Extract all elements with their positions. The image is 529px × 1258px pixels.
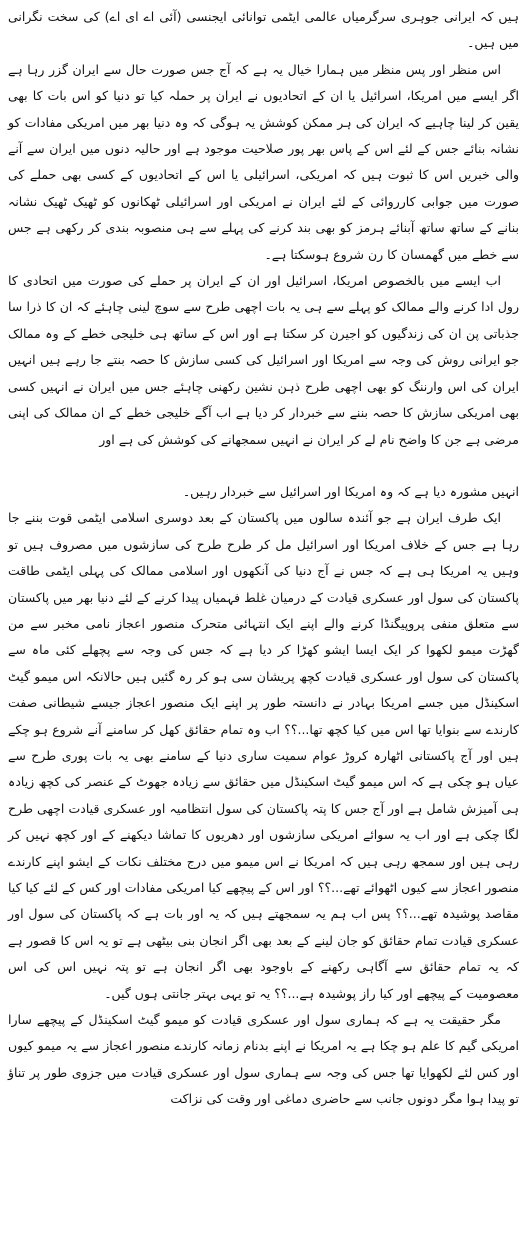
paragraph-1: ہیں کہ ایرانی جوہری سرگرمیاں عالمی ایٹمی توانائی ایجنسی (آئی اے ای اے) کی سخت نگرانی میں ہیں۔: [8, 9, 519, 51]
paragraph-5: ایک طرف ایران ہے جو آئندہ سالوں میں پاکستان کے بعد دوسری اسلامی ایٹمی قوت بننے جا رہا ہے جس کے خلاف امریکا اور اسرائیل مل کر طرح طرح کی سازشوں میں مصروف ہیں تو وہیں یہ امریکا ہی ہے کہ جس نے آج دنیا کی آنکھوں اور اسلامی ممالک کی پہلی ایٹمی طاقت پاکستان کی سول اور عسکری قیادت کے درمیان غلط فہمیاں پیدا کرنے کے لئے دنیا بھر میں پاکستان سے متعلق منفی پروپیگنڈا کرنے والے اپنے ایک انتہائی متحرک منصور اعجاز نامی مخبر سے من گھڑت میمو لکھوا کر ایک ایسا ایشو کھڑا کر دیا ہے کہ جس کی وجہ سے پچھلے کئی ماہ سے پاکستان کی سول اور عسکری قیادت کچھ پریشان سی ہو کر رہ گئیں ہیں حالانکہ اس میمو گیٹ اسکینڈل میں جسے امریکا بہادر نے دانستہ طور پر اپنے ایک منصور اعجاز جیسے شیطانی صفت کارندے سے بنوایا تھا اس میں کیا کچھ تھا...؟؟ اب وہ تمام حقائق کھل کر سامنے آنے شروع ہو چکے ہیں اور آج پاکستانی اٹھارہ کروڑ عوام سمیت ساری دنیا کے سامنے بھی یہ بات پوری طرح سے عیاں ہو چکی ہے کہ اس میمو گیٹ اسکینڈل میں حقائق سے زیادہ جھوٹ کے عنصر کی کچھ زیادہ ہی آمیزش شامل ہے اور آج جس کا پتہ پاکستان کی سول انتظامیہ اور عسکری قیادت اچھی طرح لگا چکی ہے اور اب یہ سوائے امریکی سازشوں اور دھریوں کا تماشا دیکھنے کے اور کچھ نہیں کر رہی ہیں اور سمجھ رہی ہیں کہ امریکا نے اس میمو میں درج مختلف نکات کے ایشو اپنے کارندے منصور اعجاز سے کیوں اٹھوائے تھے...؟؟ اور اس کے پیچھے کیا امریکی مفادات اور کس کے لئے کیا کیا مقاصد پوشیدہ تھے...؟؟ پس اب ہم یہ سمجھتے ہیں کہ یہ اور بات ہے کہ پاکستان کی سول اور عسکری قیادت تمام حقائق کو جان لینے کے بعد بھی اگر انجان بنی بیٹھی ہے تو یہ اس کا قصور ہے کہ یہ تمام حقائق سے آگاہی رکھنے کے باوجود بھی اگر انجان ہے تو پتہ نہیں اس کی اس معصومیت کے پیچھے اور کیا راز پوشیدہ ہے...؟؟ یہ تو یہی بہتر جانتی ہوں گیں۔: [8, 510, 519, 1001]
paragraph-6: مگر حقیقت یہ ہے کہ ہماری سول اور عسکری قیادت کو میمو گیٹ اسکینڈل کے پیچھے سارا امریکی گیم کا علم ہو چکا ہے یہ امریکا نے اپنے بدنام زمانہ کارندے منصور اعجاز سے یہ میمو کیوں اور کس لئے لکھوایا تھا جس کی وجہ سے ہماری سول اور عسکری قیادت میں جزوی طور پر تناؤ تو پیدا ہوا مگر دونوں جانب سے حاضری دماغی اور وقت کی نزاکت: [8, 1012, 519, 1107]
paragraph-2: اس منظر اور پس منظر میں ہمارا خیال یہ ہے کہ آج جس صورت حال سے ایران گزر رہا ہے اگر ایسے میں امریکا، اسرائیل یا ان کے اتحادیوں نے ایران پر حملہ کیا تو دنیا کو اس بات کا بھی یقین کر لینا چاہیے کہ ایران کی ہر ممکن کوشش یہ ہوگی کہ وہ دنیا بھر میں امریکی مفادات کو نشانہ بنائے جس کے لئے اس کے پاس بھر پور صلاحیت موجود ہے اور حالیہ دنوں میں ایران سے آنے والی خبریں اس کا ثبوت ہیں کہ امریکی، اسرائیلی یا اس کے اتحادیوں کے کسی بھی حملے کی صورت میں جوابی کارروائی کے لئے ایران نے امریکی اور اسرائیلی ٹھکانوں کو ٹھیک ٹھیک نشانہ بنانے کے ساتھ ساتھ آبنائے ہرمز کو بھی بند کرنے کی پہلے سے ہی منصوبہ بندی کر رکھی ہے جس سے خطے میں گھمسان کا رن شروع ہوسکتا ہے۔: [8, 61, 519, 262]
paragraph-4: انہیں مشورہ دیا ہے کہ وہ امریکا اور اسرائیل سے خبردار رہیں۔: [182, 483, 519, 499]
paragraph-3: اب ایسے میں بالخصوص امریکا، اسرائیل اور ان کے ایران پر حملے کی صورت میں اتحادی کا رول ادا کرنے والے ممالک کو پہلے سے ہی یہ بات اچھی طرح سے سوچ لینی چاہئے کہ ان کا ذرا سا جذباتی پن ان کی زندگیوں کو اجیرن کر سکتا ہے اور اس کے ساتھ ہی خلیجی خطے کے وہ ممالک جو ایرانی روش کی وجہ سے امریکا اور اسرائیل کی کسی سازش کا حصہ بنتے جا رہے ہیں انہیں ایران کی اس وارننگ کو بھی اچھی طرح ذہن نشین رکھنی چاہئے جس میں ایران نے انہیں کسی بھی امریکی سازش کا حصہ بننے سے خبردار کر دیا ہے اب آگے خلیجی خطے کے ان ممالک کی اپنی مرضی ہے جن کا واضح نام لے کر ایران نے انہیں سمجھانے کی کوشش کی ہے اور: [8, 273, 519, 447]
blank-line: [8, 453, 519, 479]
